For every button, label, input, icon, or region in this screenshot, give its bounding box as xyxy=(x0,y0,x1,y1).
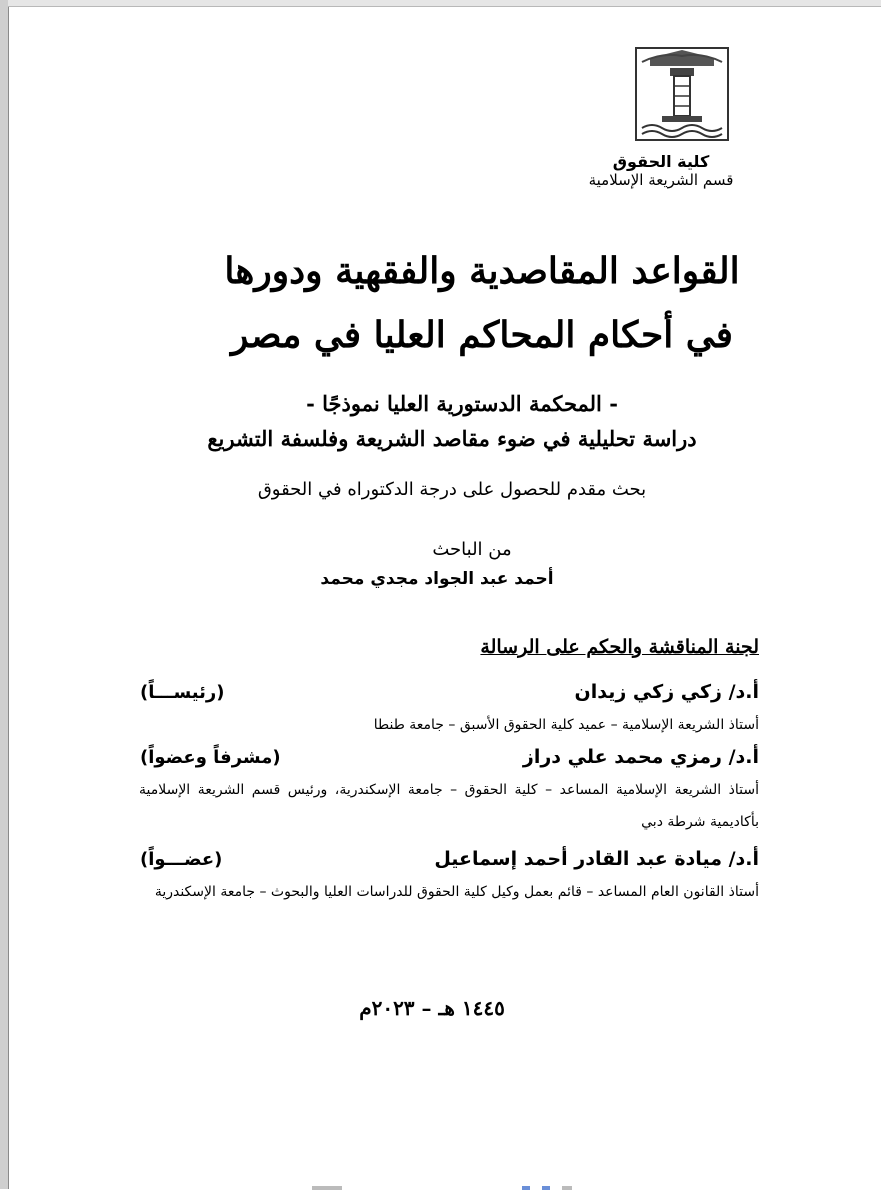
date-line: ١٤٤٥ هـ – ٢٠٢٣م xyxy=(359,996,505,1020)
thesis-title-line-1: القواعد المقاصدية والفقهية ودورها xyxy=(224,250,740,292)
member-1-description: أستاذ الشريعة الإسلامية – عميد كلية الحقوق الأسبق – جامعة طنطا xyxy=(373,717,759,733)
researcher-label: من الباحث xyxy=(432,539,512,560)
document-page xyxy=(12,6,881,1189)
thesis-title-line-2: في أحكام المحاكم العليا في مصر xyxy=(230,314,734,356)
member-3-description: أستاذ القانون العام المساعد – قائم بعمل وكيل كلية الحقوق للدراسات العليا والبحوث – جامعة الإسكندرية xyxy=(154,884,759,900)
subtitle-line-2: دراسة تحليلية في ضوء مقاصد الشريعة وفلسفة التشريع xyxy=(207,426,697,451)
member-2-name: أ.د/ رمزي محمد علي دراز xyxy=(522,746,759,768)
subtitle-line-1: - المحكمة الدستورية العليا نموذجًا - xyxy=(306,391,618,416)
degree-purpose: بحث مقدم للحصول على درجة الدكتوراه في الحقوق xyxy=(257,479,647,500)
member-3-name: أ.د/ ميادة عبد القادر أحمد إسماعيل xyxy=(434,848,759,870)
member-2-role: (مشرفاً وعضواً) xyxy=(140,747,281,768)
researcher-name: أحمد عبد الجواد مجدي محمد xyxy=(320,569,554,589)
viewer-left-frame xyxy=(0,0,9,1189)
member-3-role: (عضـــواً) xyxy=(140,849,223,870)
next-page-edge xyxy=(312,1184,582,1192)
member-2-description: أستاذ الشريعة الإسلامية المساعد – كلية الحقوق – جامعة الإسكندرية، ورئيس قسم الشريعة الإسلامية بأكاديمية شرطة دبي xyxy=(139,782,759,830)
university-logo xyxy=(632,44,732,144)
department-name: قسم الشريعة الإسلامية xyxy=(588,171,734,189)
member-1-name: أ.د/ زكي زكي زيدان xyxy=(574,681,759,703)
faculty-name: كلية الحقوق xyxy=(612,152,710,171)
committee-heading: لجنة المناقشة والحكم على الرسالة xyxy=(480,636,759,658)
member-1-role: (رئيســـاً) xyxy=(140,682,225,703)
